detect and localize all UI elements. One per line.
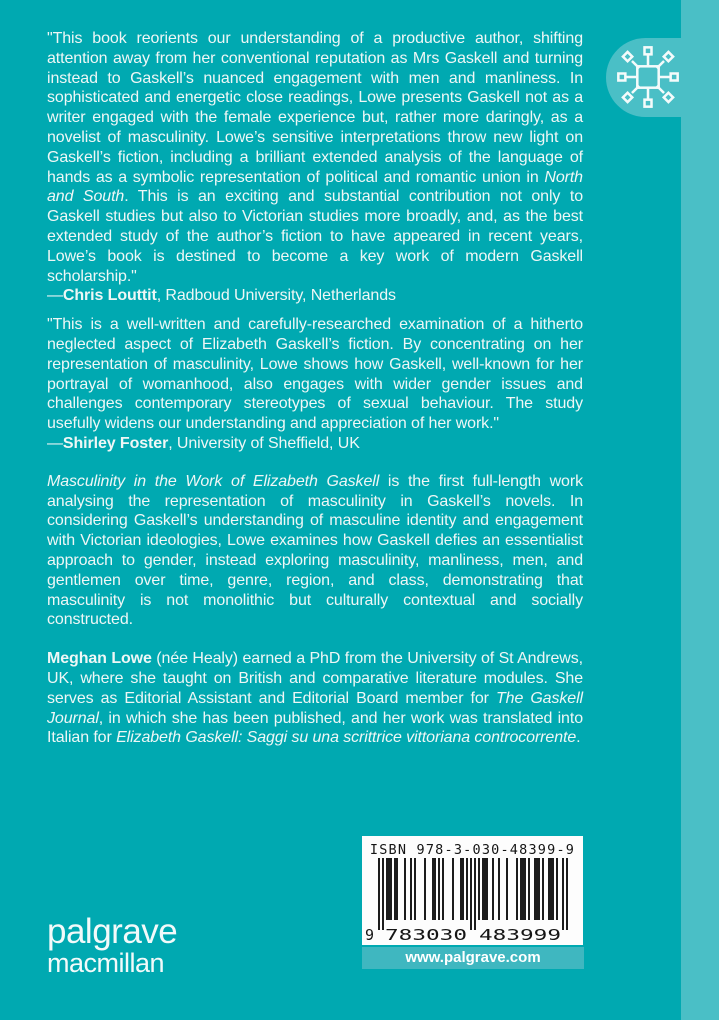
book-description: Masculinity in the Work of Elizabeth Gaskell is the first full-length work analysing the representation of masculinity in Gaskell’s novels. In considering Gaskell’s understanding of masculine identity and engagement with Victorian ideologies, Lowe examines how Gaskell defies an essentialist approach to gender, instead exploring masculinity, manliness, men, and gentlemen over time, genre, region, and class, demonstrating that masculinity is not monolithic but culturally contextual and socially constructed.: [47, 472, 583, 629]
svg-text:783030: 783030: [385, 926, 467, 943]
publisher-logo-line2: macmillan: [47, 948, 165, 978]
isbn-label: ISBN 978-3-030-48399-9: [369, 842, 576, 858]
review-quote-1-attribution: —Chris Louttit, Radboud University, Netherlands: [47, 287, 396, 305]
right-accent-band: [681, 0, 719, 1020]
publisher-website-strip: www.palgrave.com: [362, 947, 584, 969]
review-quote-2-attribution: —Shirley Foster, University of Sheffield, UK: [47, 434, 360, 452]
publisher-emblem-badge: [606, 38, 719, 117]
back-cover-text-column: [47, 29, 583, 748]
publisher-logo: [47, 914, 177, 977]
review-quote-1: "This book reorients our understanding of a productive author, shifting attention away from her conventional reputation as Mrs Gaskell and turning instead to Gaskell’s nuanced engagement with men and manliness. In sophisticated and energetic close readings, Lowe presents Gaskell not as a writer engaged with the female experience but, rather more daringly, as a novelist of masculinity. Lowe’s sensitive interpretations throw new light on Gaskell’s fiction, including a brilliant extended analysis of the language of hands as a symbolic representation of political and romantic union in North and South. This is an exciting and substantial contribution not only to Gaskell studies but also to Victorian studies more broadly, and, as the best extended study of the author’s fiction to have appeared in recent years, Lowe’s book is destined to become a key work of modern Gaskell scholarship.": [47, 30, 583, 285]
network-nodes-icon: [613, 42, 683, 112]
isbn-barcode-box: [362, 836, 583, 945]
svg-text:483999: 483999: [479, 926, 561, 943]
review-quote-2: "This is a well-written and carefully-researched examination of a hitherto neglected aspect of Elizabeth Gaskell’s fiction. By concentrating on her representation of masculinity, Lowe shows how Gaskell, well-known for her portrayal of womanhood, also engages with wider gender issues and challenges contemporary stereotypes of sexual behaviour. The study usefully widens our understanding and appreciation of her work.": [47, 316, 583, 433]
ean13-barcode: [362, 858, 583, 943]
svg-text:9: 9: [365, 926, 375, 943]
publisher-logo-line1: palgrave: [47, 912, 178, 951]
author-bio: Meghan Lowe (née Healy) earned a PhD from the University of St Andrews, UK, where she taught on British and comparative literature modules. She serves as Editorial Assistant and Editorial Board member for The Gaskell Journal, in which she has been published, and her work was translated into Italian for Elizabeth Gaskell: Saggi su una scrittrice vittoriana controcorrente.: [47, 650, 583, 747]
